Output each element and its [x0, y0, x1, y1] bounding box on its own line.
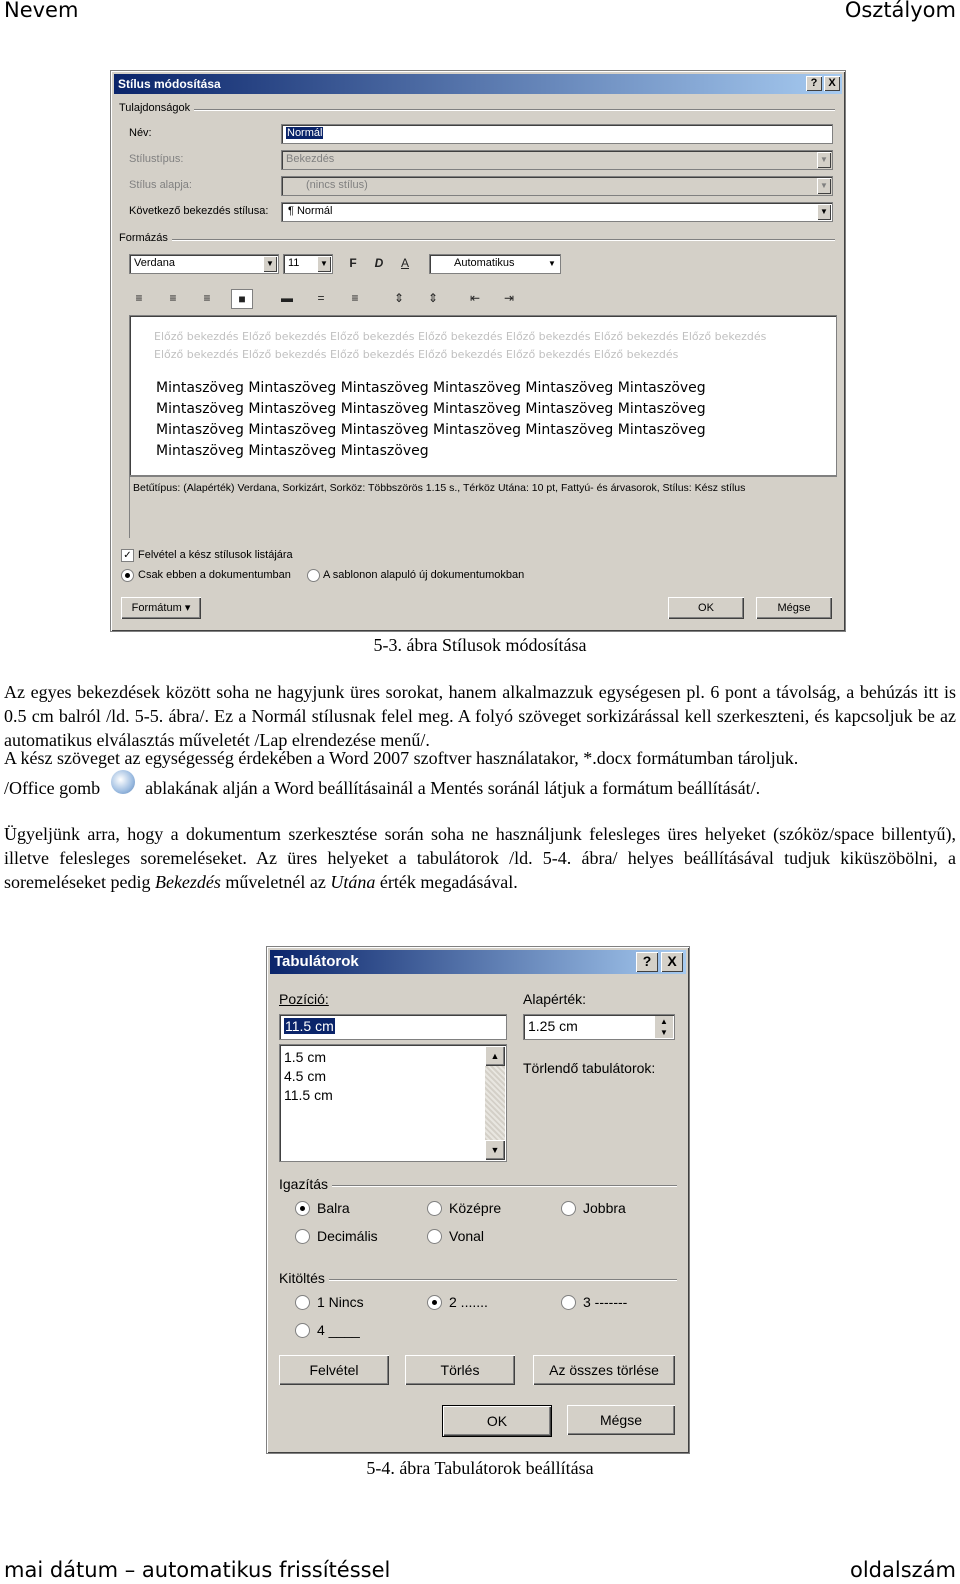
align-bar-radio[interactable]	[427, 1229, 442, 1244]
position-label: Pozíció:	[279, 991, 329, 1007]
space-after-icon[interactable]: ⇕	[427, 291, 439, 305]
chevron-down-icon[interactable]: ▼	[817, 204, 831, 220]
ok-button[interactable]: OK	[442, 1405, 552, 1437]
font-size-select[interactable]	[283, 254, 333, 274]
chevron-down-icon: ▼	[817, 178, 831, 194]
one-half-spacing-icon[interactable]: =	[317, 291, 325, 305]
paragraph-3-end: ablakának alján a Word beállításainál a Mentés soránál látjuk a formátum beállítását/.	[145, 778, 761, 798]
space-before-icon[interactable]: ⇕	[393, 291, 405, 305]
single-spacing-icon[interactable]: ▬	[281, 291, 293, 305]
leader-dots-radio[interactable]	[427, 1295, 442, 1310]
format-button[interactable]: Formátum ▾	[121, 597, 201, 619]
clear-all-button[interactable]: Az összes törlése	[533, 1355, 675, 1385]
help-button[interactable]: ?	[636, 952, 658, 972]
align-center-radio[interactable]	[427, 1201, 442, 1216]
tabs-dialog	[266, 946, 690, 1454]
modify-style-dialog	[110, 70, 846, 632]
alignment-group-label: Igazítás	[279, 1176, 332, 1192]
add-to-quick-styles-label: Felvétel a kész stílusok listájára	[138, 549, 293, 561]
scroll-up-icon[interactable]: ▲	[485, 1046, 505, 1066]
list-scrollbar[interactable]	[485, 1046, 505, 1160]
formatting-group	[119, 232, 835, 244]
position-input[interactable]	[279, 1014, 507, 1040]
properties-group-label: Tulajdonságok	[119, 102, 194, 114]
style-type-label: Stílustípus:	[129, 153, 184, 165]
figure-caption-1: 5-3. ábra Stílusok módosítása	[373, 635, 587, 655]
chevron-down-icon[interactable]: ▼	[263, 256, 277, 272]
name-label: Név:	[129, 127, 152, 139]
leader-underline-label: 4 ____	[317, 1322, 360, 1338]
ok-button[interactable]: OK	[668, 597, 744, 619]
align-right-label: Jobbra	[583, 1200, 626, 1216]
align-left-icon[interactable]: ≡	[135, 291, 143, 305]
only-this-document-radio[interactable]	[121, 569, 134, 582]
paragraph-3-start: /Office gomb	[4, 778, 101, 798]
footer-page-number: oldalszám	[849, 1558, 956, 1582]
name-input[interactable]	[281, 124, 833, 144]
decrease-indent-icon[interactable]: ⇤	[469, 291, 481, 305]
default-stops-value: 1.25 cm	[528, 1018, 578, 1034]
paragraph-1: Az egyes bekezdések között soha ne hagyjunk üres sorokat, hanem alkalmazzuk egységesen pl. 6 pont a távolság, a behúzás itt is 0.5 cm balról /ld. 5-5. ábra/. Ez a Normál stílusnak felel meg. A folyó szöveget sorkizárással kell szerkeszteni, és kapcsoljuk be az automatikus elválasztás műveletét /Lap elrendezése menű/.	[4, 682, 956, 750]
page-header	[0, 0, 960, 24]
name-input-value: Normál	[287, 127, 323, 139]
new-documents-radio[interactable]	[307, 569, 320, 582]
based-on-label: Stílus alapja:	[129, 179, 192, 191]
font-select[interactable]	[129, 254, 279, 274]
new-documents-label: A sablonon alapuló új dokumentumokban	[323, 569, 525, 581]
leader-group-label: Kitöltés	[279, 1270, 329, 1286]
leader-none-radio[interactable]	[295, 1295, 310, 1310]
cancel-button[interactable]: Mégse	[567, 1405, 675, 1435]
style-type-select	[281, 150, 833, 170]
align-decimal-radio[interactable]	[295, 1229, 310, 1244]
alignment-group	[279, 1176, 677, 1192]
footer-date: mai dátum – automatikus frissítéssel	[4, 1558, 391, 1582]
preview-previous-paragraph-2: Előző bekezdés Előző bekezdés Előző bekezdés Előző bekezdés Előző bekezdés Előző bekezdés	[154, 348, 679, 361]
paragraph-2: A kész szöveget az egységesség érdekében a Word 2007 szoftver használatakor, *.docx formátumban tároljuk.	[4, 748, 799, 768]
align-bar-label: Vonal	[449, 1228, 485, 1244]
dialog-titlebar	[114, 74, 842, 94]
clear-button[interactable]: Törlés	[405, 1355, 515, 1385]
align-decimal-label: Decimális	[317, 1228, 378, 1244]
preview-sample-line: Mintaszöveg Mintaszöveg Mintaszöveg Mintaszöveg Mintaszöveg Mintaszöveg	[156, 380, 706, 396]
style-type-value: Bekezdés	[286, 153, 335, 165]
close-button[interactable]: X	[661, 952, 683, 972]
based-on-select	[281, 176, 833, 196]
preview-previous-paragraph: Előző bekezdés Előző bekezdés Előző bekezdés Előző bekezdés Előző bekezdés Előző bekezdés Előző bekezdés	[154, 330, 767, 343]
leader-underline-radio[interactable]	[295, 1323, 310, 1338]
next-style-label: Következő bekezdés stílusa:	[129, 205, 269, 217]
only-this-document-label: Csak ebben a dokumentumban	[138, 569, 291, 581]
formatting-group-label: Formázás	[119, 232, 172, 244]
style-preview	[129, 315, 837, 477]
bold-icon[interactable]: F	[349, 256, 357, 270]
tab-stop-item[interactable]: 1.5 cm	[284, 1049, 327, 1065]
set-button[interactable]: Felvétel	[279, 1355, 389, 1385]
page-footer	[0, 1558, 960, 1584]
office-button-icon	[111, 770, 135, 794]
double-spacing-icon[interactable]: ≡	[351, 291, 359, 305]
paragraph-4-text: Ügyeljünk arra, hogy a dokumentum szerkesztése során soha ne használjunk felesleges üres helyeket (szóköz/space billentyű), illetve felesleges soremeléseket. Az üres helyeket a tabulátorok /ld. 5-4. ábra/ helyes beállításával tudjuk kiküszöbölni, a soremeléseket pedig	[4, 824, 956, 892]
scroll-down-icon[interactable]: ▼	[485, 1140, 505, 1160]
properties-group	[119, 102, 835, 114]
help-button[interactable]: ?	[806, 76, 822, 91]
justify-icon[interactable]: ■	[231, 289, 253, 309]
cancel-button[interactable]: Mégse	[756, 597, 832, 619]
align-center-icon[interactable]: ≡	[169, 291, 177, 305]
paragraph-4-utana: Utána	[330, 872, 376, 892]
position-value: 11.5 cm	[285, 1018, 334, 1034]
tabs-dialog-title: Tabulátorok	[274, 953, 359, 970]
chevron-down-icon: ▼	[817, 152, 831, 168]
paragraph-4-end: érték megadásával.	[379, 872, 518, 892]
align-left-radio[interactable]	[295, 1201, 310, 1216]
tab-stop-list[interactable]	[279, 1044, 507, 1162]
align-center-label: Középre	[449, 1200, 502, 1216]
add-to-quick-styles-checkbox[interactable]: ✓	[121, 549, 134, 562]
figure-caption-2: 5-4. ábra Tabulátorok beállítása	[366, 1458, 594, 1478]
font-value: Verdana	[134, 257, 175, 269]
preview-sample-line: Mintaszöveg Mintaszöveg Mintaszöveg Mintaszöveg Mintaszöveg Mintaszöveg	[156, 401, 706, 417]
paragraph-3	[4, 776, 956, 800]
chevron-down-icon[interactable]: ▼	[545, 256, 559, 272]
header-name: Nevem	[4, 0, 79, 22]
header-class: Osztályom	[844, 0, 956, 22]
spinner-arrows-icon[interactable]: ▲ ▼	[655, 1016, 673, 1038]
next-style-select[interactable]	[281, 202, 833, 222]
italic-icon[interactable]: D	[374, 256, 384, 270]
preview-sample-line: Mintaszöveg Mintaszöveg Mintaszöveg Mintaszöveg Mintaszöveg Mintaszöveg	[156, 422, 706, 438]
leader-dashes-radio[interactable]	[561, 1295, 576, 1310]
font-color-select[interactable]	[429, 254, 561, 274]
leader-none-label: 1 Nincs	[317, 1294, 364, 1310]
style-description-box	[129, 475, 836, 538]
leader-dots-label: 2 .......	[449, 1294, 488, 1310]
underline-icon[interactable]: A	[400, 256, 409, 270]
default-stops-input[interactable]	[523, 1014, 675, 1040]
align-left-label: Balra	[317, 1200, 350, 1216]
style-description: Betűtípus: (Alapérték) Verdana, Sorkizárt, Sorköz: Többszörös 1.15 s., Térköz Utána: 10 pt, Fattyú- és árvasorok, Stílus: Kész stílus	[133, 482, 746, 494]
paragraph-4-middle: műveletnél az	[225, 872, 326, 892]
close-button[interactable]: X	[824, 76, 840, 91]
align-right-radio[interactable]	[561, 1201, 576, 1216]
default-stops-label: Alapérték:	[523, 991, 587, 1007]
based-on-value: (nincs stílus)	[306, 179, 368, 191]
tab-stop-item[interactable]: 4.5 cm	[284, 1068, 327, 1084]
font-color-value: Automatikus	[454, 257, 515, 269]
dialog-title: Stílus módosítása	[118, 77, 221, 91]
preview-sample-line: Mintaszöveg Mintaszöveg Mintaszöveg	[156, 443, 429, 459]
leader-group	[279, 1270, 677, 1286]
leader-dashes-label: 3 -------	[583, 1294, 628, 1310]
tabs-to-clear-label: Törlendő tabulátorok:	[523, 1060, 656, 1076]
font-size-value: 11	[288, 257, 300, 269]
paragraph-4-bekezdes: Bekezdés	[154, 872, 221, 892]
tab-stop-item[interactable]: 11.5 cm	[284, 1087, 333, 1103]
next-style-value: ¶ Normál	[288, 205, 333, 217]
tabs-dialog-titlebar	[270, 950, 686, 974]
paragraph-4	[4, 822, 956, 894]
chevron-down-icon[interactable]: ▼	[317, 256, 331, 272]
increase-indent-icon[interactable]: ⇥	[503, 291, 515, 305]
align-right-icon[interactable]: ≡	[203, 291, 211, 305]
